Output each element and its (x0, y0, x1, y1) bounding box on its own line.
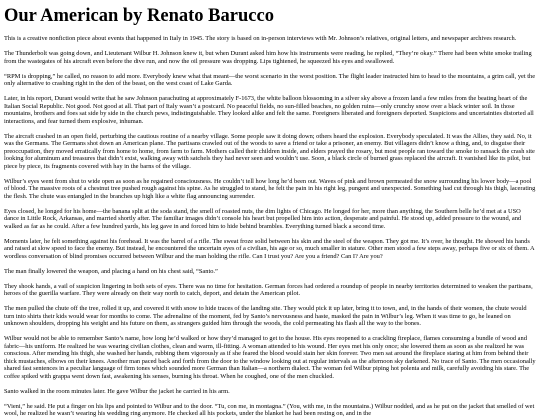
paragraph: The Thunderbolt was going down, and Lieutenant Wilbur H. Johnson knew it, but when Durant asked him how his instruments were reading, he replied, “They’re okay.” There had been white smoke trailing from the wastegates of his aircraft even before the dive run, and now the oil pressure was dropping. Lips tightened, he squeezed his eyes and swallowed. (4, 50, 532, 65)
paragraph: Santo walked in the room minutes later. He gave Wilbur the jacket he carried in his arm. (4, 387, 230, 395)
paragraph: This is a creative nonfiction piece about events that happened in Italy in 1945. The story is based on in-person interviews with Mr. Johnson’s relatives, original letters, and newspaper archives research. (4, 35, 517, 42)
paragraph: “Vieni,” he said. He put a finger on his lips and pointed to Wilbur and to the door. “Tu, con me, in montagna.” (You, with me, in the mountains.) Wilbur nodded, and as he put on the jacket that smelled of wet wool, he realized he wasn’t wearing his wedding ring anymore. He checked all his pockets, under the blanket he had been resting on, and in the (4, 402, 535, 417)
paragraph: The man finally lowered the weapon, and placing a hand on his chest said, “Santo.” (4, 267, 218, 275)
paragraph: Moments later, he felt something against his forehead. It was the barrel of a rifle. The sweat froze solid between his skin and the steel of the weapon. They got me. It’s over, he thought. He showed his hands and raised at slow speed to face the enemy. But instead, he encountered the uncertain eyes of a civilian, his age or so, much smaller in stature. Other men stood a few steps away, perhaps five or six of them. A wordless conversation of blind promises occurred between Wilbur and the man holding the rifle. Can I trust you? Are you a friend? Can I? Are you? (4, 237, 535, 260)
paragraph: They shook hands, a vail of suspicion lingering in both sets of eyes. There was no time for hesitation. German forces had ordered a roundup of people in nearby territories determined to weaken the partisans, heroes of the guerilla warfare. They were already on their way north to catch, deport, and detain the American pilot. (4, 282, 533, 297)
paragraph: Eyes closed, he longed for his home—the banana split at the soda stand, the smell of roasted nuts, the dim lights of Chicago. He longed for her, more than anything, the Southern belle he’d met at a USO dance in Little Rock, Arkansas, and married shortly after. The familiar images didn’t console his heart but propelled him into action, desperate and painful. He stood up, added pressure to the wound, and walked as far as he could. After a few hundred yards, his leg gave in and forced him to hide behind brambles. Everything turned black a second time. (4, 207, 522, 230)
article-body (4, 35, 536, 418)
page-title: Our American by Renato Barucco (4, 6, 274, 26)
paragraph: The aircraft crashed in an open field, perturbing the cautious routine of a nearby village. Some people saw it doing down; others heard the explosion. Everybody speculated. It was the Allies, they said. No, it was the Germans. The Germans shot down an American plane. The partisans crawled out of the woods to save a friend or take a prisoner, an enemy. But villagers didn’t know a thing, and, to disguise their preoccupation, they moved erratically from home to home, from farm to farm. Mothers called their children inside, and elders prayed the rosary, but most people ran toward the smoke to ransack the crash site looking for aluminum and treasures that didn’t exist, walking away with satchels they had never seen and wouldn’t use. Soon, a black circle of burned grass replaced the aircraft. It vanished like its pilot, but piece by piece, its fragments covered with hay in the barns of the village. (4, 132, 535, 170)
paragraph: Wilbur’s eyes went from shut to wide open as soon as he regained consciousness. He couldn’t tell how long he’d been out. Waves of pink and brown permeated the snow surrounding his lower body—a pool of blood. The massive roots of a chestnut tree pushed rough against his spine. As he struggled to stand, he felt the pain in his right leg, pungent and unexpected. Something had cut through his thigh, lacerating the flesh. The chute was entangled in the branches up high like a white flag announcing surrender. (4, 177, 536, 200)
paragraph: “RPM is dropping,” he called, no reason to add more. Everybody knew what that meant—the worst scenario in the worst position. The flight leader instructed him to head to the mountains, a grim call, yet the only alternative to crashing right in the den of the beast, on the west coast of Lake Garda. (4, 72, 536, 87)
paragraph: Later, in his report, Durant would write that he saw Johnson parachuting at approximately F-1673, the white balloon blossoming in a silver sky above a frozen land a few miles from the beating heart of the Italian Social Republic. Not good. Not good at all. That part of Italy wasn’t a postcard. No peaceful fields, no sun-filled beaches, no golden ruins—only crunchy snow over a black winter soil. In those mountains, brothers and foes sat side by side in the church pews, indistinguishable. They looked alike and felt the same. Foreigners liberated and foreigners deported. Suspicions and uncertainties distorted all interactions, and fear turned them explosive, inhuman. (4, 95, 534, 125)
paragraph: Wilbur would not be able to remember Santo’s name, how long he’d walked or how they’d managed to get to the house. His eyes reopened to a crackling fireplace, flames consuming a bundle of wood and fabric—his uniform. He realized he was wearing civilian clothes, clean and warm, ill-fitting. A woman attended to his wound. Her eyes met his only once; she lowered them as soon as she realized he was conscious. After mending his thigh, she washed her hands, rubbing them vigorously as if she feared the blood would stain her skin forever. Two men sat around the fireplace staring at him from behind their thick mustaches, elbows on their knees. Another man paced back and forth from the door to the window looking out at regular intervals as the afternoon sky darkened. No trace of Santo. The men occasionally shared fast sentences in a peculiar language of firm tones which sounded more German than Italian—a northern dialect. The woman fed Wilbur piping hot polenta and milk, carefully avoiding his stare. The coffee spiked with grappa went down fast, awakening his senses, burning his throat. When he coughed, one of the men chuckled. (4, 335, 536, 380)
paragraph: The men pulled the chute off the tree, rolled it up, and covered it with snow to hide traces of the landing site. They would pick it up later, bring it to town, and, in the hands of their women, the chute would turn into shirts their kids would wear for months to come. The adrenaline of the moment, fed by Santo’s nervousness and haste, masked the pain in Wilbur’s leg. When it was time to go, he leaned on unknown shoulders, dropping his weight and his future on them, as strangers guided him through the woods, the cold permeating his flash all the way to the bones. (4, 305, 527, 327)
